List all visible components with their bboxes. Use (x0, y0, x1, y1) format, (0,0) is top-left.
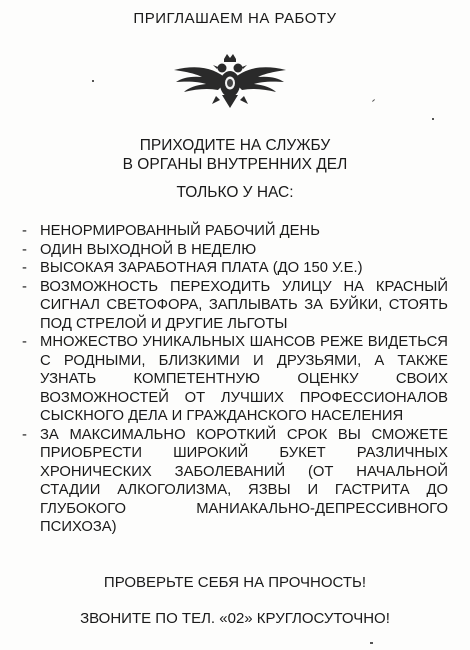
list-item (22, 333, 448, 426)
scan-speck (432, 118, 434, 120)
list-item-text: МНОЖЕСТВО УНИКАЛЬНЫХ ШАНСОВ РЕЖЕ ВИДЕТЬСЯ С РОДНЫМИ, БЛИЗКИМИ И ДРУЗЬЯМИ, А ТАКЖЕ УЗНАТЬ КОМПЕТЕНТНУЮ ОЦЕНКУ СВОИХ ВОЗМОЖНОСТЕЙ ОТ ЛУЧШИХ ПРОФЕССИОНАЛОВ СЫСКНОГО ДЕЛА И ГРАЖДАНСКОГО НАСЕЛЕНИЯ (40, 334, 448, 424)
list-item (22, 426, 448, 537)
bullet-dash: - (22, 223, 27, 239)
list-item (22, 241, 448, 260)
list-item-text: НЕНОРМИРОВАННЫЙ РАБОЧИЙ ДЕНЬ (40, 223, 320, 239)
list-item (22, 222, 448, 241)
call-text: ЗВОНИТЕ ПО ТЕЛ. «02» КРУГЛОСУТОЧНО! (80, 610, 390, 627)
list-item-text: ОДИН ВЫХОДНОЙ В НЕДЕЛЮ (40, 241, 257, 258)
list-item-text: ВОЗМОЖНОСТЬ ПЕРЕХОДИТЬ УЛИЦУ НА КРАСНЫЙ СИГНАЛ СВЕТОФОРА, ЗАПЛЫВАТЬ ЗА БУЙКИ, СТОЯТЬ ПОД СТРЕЛОЙ И ДРУГИЕ ЛЬГОТЫ (40, 278, 448, 332)
flyer-title: ПРИГЛАШАЕМ НА РАБОТУ (133, 10, 337, 27)
recruitment-heading (0, 136, 470, 174)
scan-speck (92, 80, 94, 82)
bullet-dash: - (22, 334, 27, 350)
only-with-us-label: ТОЛЬКО У НАС: (176, 184, 294, 201)
list-item-text: ЗА МАКСИМАЛЬНО КОРОТКИЙ СРОК ВЫ СМОЖЕТЕ ПРИОБРЕСТИ ШИРОКИЙ БУКЕТ РАЗЛИЧНЫХ ХРОНИЧЕСКИХ ЗАБОЛЕВАНИЙ (ОТ НАЧАЛЬНОЙ СТАДИИ АЛКОГОЛИЗМА, ЯЗВЫ И ГАСТРИТА ДО ГЛУБОКОГО МАНИАКАЛЬНО-ДЕПРЕССИВНОГО ПСИХОЗА) (40, 426, 448, 535)
check-yourself-text: ПРОВЕРЬТЕ СЕБЯ НА ПРОЧНОСТЬ! (103, 574, 367, 591)
list-item-text: ВЫСОКАЯ ЗАРАБОТНАЯ ПЛАТА (ДО 150 У.Е.) (40, 260, 363, 276)
bullet-dash: - (22, 426, 27, 443)
scan-speck (370, 642, 373, 644)
bullet-dash: - (22, 241, 27, 258)
list-item (22, 278, 448, 334)
bullet-dash: - (22, 278, 27, 295)
heading-line-1: ПРИХОДИТЕ НА СЛУЖБУ (139, 137, 331, 154)
list-item (22, 259, 448, 278)
scan-speck (372, 99, 375, 102)
bullet-dash: - (22, 260, 27, 276)
benefits-list (22, 222, 448, 537)
double-headed-eagle-emblem-icon (170, 50, 290, 112)
heading-line-2: В ОРГАНЫ ВНУТРЕННИХ ДЕЛ (122, 156, 348, 173)
